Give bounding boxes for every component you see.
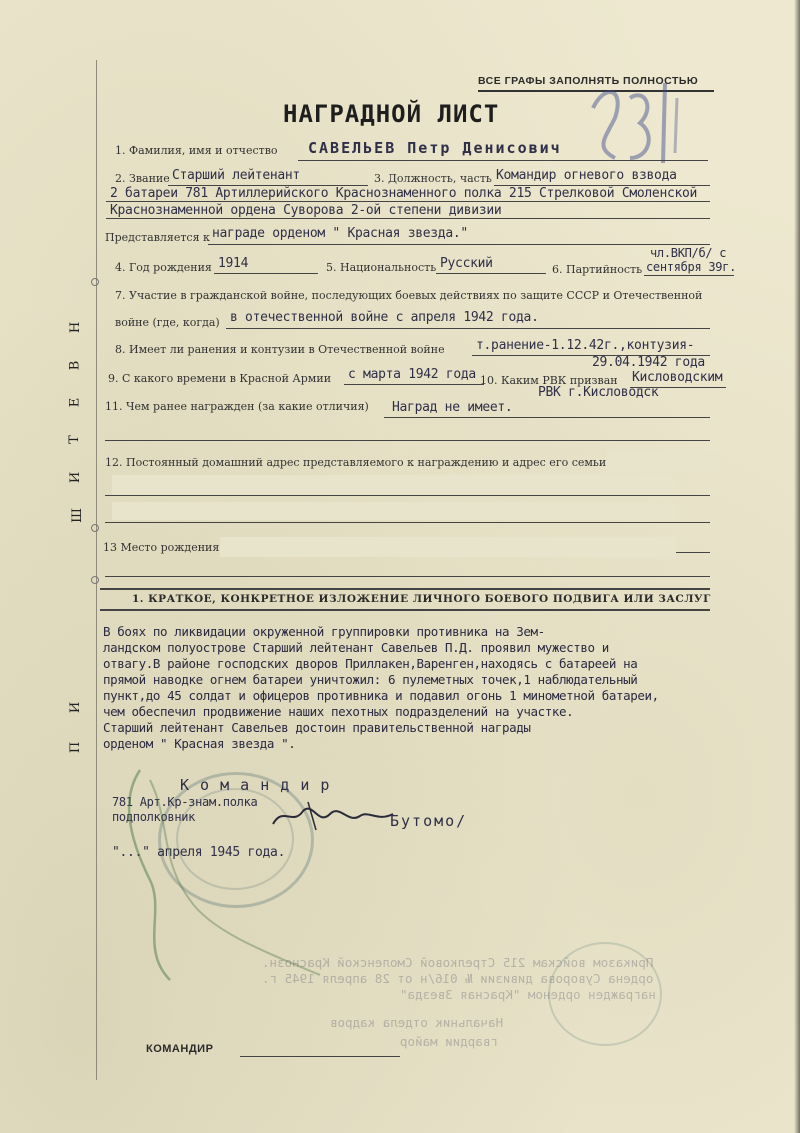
bleed-through-text: ордена Суворова дивизии № 016/н от 28 апреля 1945 г. [262,971,654,986]
field-8-label: 8. Имеет ли ранения и контузии в Отечественной войне [115,343,445,356]
field-12-underline-2 [105,522,710,523]
page-edge-shadow [794,0,800,1133]
field-11-underline-2 [105,440,710,441]
position-value-line3: Краснознаменной ордена Суворова 2-ой степени дивизии [110,203,502,218]
side-letter: И [68,471,84,484]
party-value-line2: сентября 39г. [646,260,737,274]
field-6-label: 6. Партийность [552,263,643,276]
field-9-underline [344,384,484,385]
field-6-underline [644,275,734,276]
citation-line: ландском полуострове Старший лейтенант Савельев П.Д. проявил мужество и [103,640,609,655]
bleed-through-text: Приказом войскам 215 Стрелковой Смоленской Краснозн. [262,955,654,970]
position-value: Командир огневого взвода [496,168,677,183]
field-2-label: 2. Звание [115,172,170,185]
bleed-through-text: Начальник отдела кадров [330,1015,504,1030]
section-heading: 1. КРАТКОЕ, КОНКРЕТНОЕ ИЗЛОЖЕНИЕ ЛИЧНОГО БОЕВОГО ПОДВИГА ИЛИ ЗАСЛУГ [132,593,711,605]
party-value-line1: чл.ВКП/б/ с [650,246,727,260]
bleed-through-text: награжден орденом "Красная Звезда" [400,987,656,1002]
field-7-label-line2: войне (где, когда) [115,316,220,329]
binder-hole [91,576,99,584]
draft-office-value-line1: Кисловодским [632,370,723,385]
field-4-label: 4. Год рождения [115,261,212,274]
army-since-value: с марта 1942 года [348,367,476,382]
faded-stamp [548,942,662,1046]
fill-all-fields-note: ВСЕ ГРАФЫ ЗАПОЛНЯТЬ ПОЛНОСТЬЮ [478,75,699,87]
field-10-label: 10. Каким РВК призван [480,374,618,387]
binder-hole [91,524,99,532]
side-letter: П [68,741,84,754]
field-5-underline [436,273,546,274]
field-11-underline [384,417,710,418]
presented-underline [208,244,710,245]
margin-rule [96,60,97,1080]
handwritten-number-mark [585,78,695,168]
field-13-underline-2 [105,576,710,577]
citation-line: пункт,до 45 солдат и офицеров противника и подавил огонь 1 минометной батареи, [103,688,659,703]
field-11-label: 11. Чем ранее награжден (за какие отличия) [105,400,369,413]
signature-date: "..." апреля 1945 года. [112,845,286,860]
citation-line: орденом " Красная звезда ". [103,736,296,751]
citation-line: чем обеспечил продвижение наших пехотных подразделений на участке. [103,704,574,719]
footer-underline [240,1056,400,1057]
footer-commander-label: КОМАНДИР [146,1043,214,1055]
field-3-label: 3. Должность, часть [374,172,492,185]
field-12-underline [105,495,710,496]
field-13-label: 13 Место рождения [103,541,220,554]
redacted-area [112,475,678,495]
position-value-line2: 2 батареи 781 Артиллерийского Краснознаменного полка 215 Стрелковой Смоленской [110,186,698,201]
birth-year-value: 1914 [218,256,249,271]
wounds-value-line1: т.ранение-1.12.42г.,контузия- [476,338,695,353]
field-3-underline-2 [106,201,710,202]
wounds-value-line2: 29.04.1942 года [592,355,705,370]
redacted-area [112,502,678,520]
draft-office-value-line2: РВК г.Кисловодск [538,385,659,400]
side-letter: Т [66,435,82,444]
field-7-underline [226,328,710,329]
side-letter: И [68,701,84,714]
side-letter: Ш [69,508,85,523]
redacted-area [606,452,722,472]
field-9-label: 9. С какого времени в Красной Армии [108,372,332,385]
redacted-area [220,537,676,557]
war-participation-value: в отечественной войне с апреля 1942 года. [230,310,539,325]
field-1-underline [298,160,708,161]
bleed-through-text: гвардии майор [400,1034,498,1049]
binder-hole [91,278,99,286]
field-13-underline [676,552,710,553]
citation-line: В боях по ликвидации окруженной группировки противника на Зем- [103,624,545,639]
side-letter: Н [68,321,84,334]
side-letter: В [67,360,83,371]
citation-line: отвагу.В районе господских дворов Приллакен,Варенген,находясь с батареей на [103,656,638,671]
side-letter: Е [67,397,83,408]
section-top-rule [100,588,710,590]
citation-line: Старший лейтенант Савельев достоин правительственной награды [103,720,531,735]
prior-awards-value: Наград не имеет. [392,400,513,415]
presented-label: Представляется к [105,231,210,244]
section-bottom-rule [100,609,710,611]
citation-line: прямой наводке огнем батареи уничтожил: 6 пулеметных точек,1 наблюдательный [103,672,638,687]
signature-rank: подполковник [112,810,196,824]
field-12-label: 12. Постоянный домашний адрес представляемого к награждению и адрес его семьи [105,456,607,469]
field-3-underline-3 [106,218,710,219]
signature-unit: 781 Арт.Кр-знам.полка [112,795,258,809]
field-5-label: 5. Национальность [326,261,437,274]
field-4-underline [214,273,318,274]
nationality-value: Русский [440,256,493,271]
document-title: НАГРАДНОЙ ЛИСТ [283,100,500,128]
field-1-label: 1. Фамилия, имя и отчество [115,144,278,157]
award-value: награде орденом " Красная звезда." [212,226,468,241]
signature-name: Бутомо/ [390,812,468,830]
signature-title: К о м а н д и р [180,776,331,794]
full-name-value: САВЕЛЬЕВ Петр Денисович [308,139,562,157]
field-7-label-line1: 7. Участие в гражданской войне, последующих боевых действиях по защите СССР и Отечественной [115,289,703,302]
rank-value: Старший лейтенант [172,168,300,183]
